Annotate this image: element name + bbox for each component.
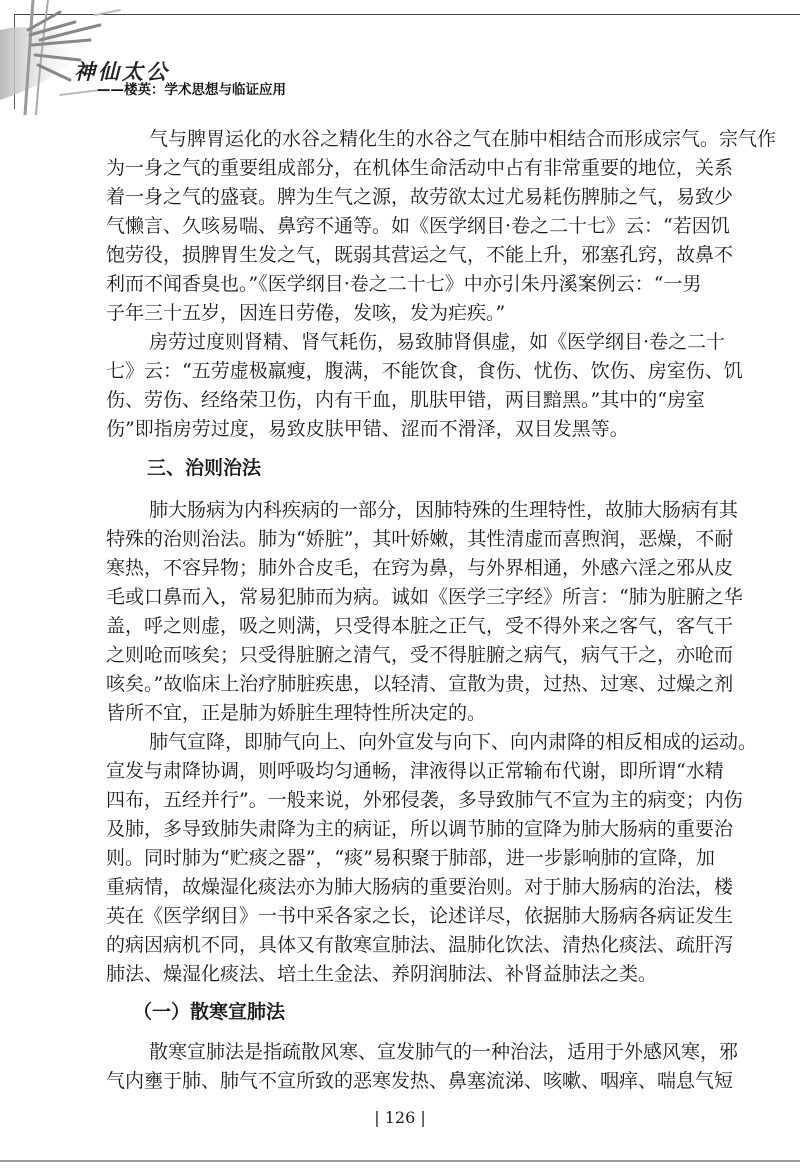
section-heading: 三、治则治法 bbox=[147, 457, 262, 479]
paragraph-line: 着一身之气的盛衰。脾为生气之源，故劳欲太过尤易耗伤脾肺之气，易致少 bbox=[106, 186, 734, 208]
paragraph-line: 饱劳役，损脾胃生发之气，既弱其营运之气，不能上升，邪塞孔窍，故鼻不 bbox=[106, 244, 734, 266]
paragraph-line: 寒热，不容异物；肺外合皮毛，在窍为鼻，与外界相通，外感六淫之邪从皮 bbox=[106, 557, 734, 579]
paragraph-line: 伤、劳伤、经络荣卫伤，内有干血，肌肤甲错，两目黯黑。”其中的“房室 bbox=[106, 389, 705, 411]
paragraph-line: 及肺，多导致肺失肃降为主的病证，所以调节肺的宣降为肺大肠病的重要治 bbox=[106, 818, 734, 840]
paragraph-line: 之则呛而咳矣；只受得脏腑之清气，受不得脏腑之病气，病气干之，亦呛而 bbox=[106, 644, 734, 666]
paragraph-line: 盖，呼之则虚，吸之则满，只受得本脏之正气，受不得外来之客气，客气干 bbox=[106, 615, 734, 637]
paragraph-line: 重病情，故燥湿化痰法亦为肺大肠病的重要治则。对于肺大肠病的治法，楼 bbox=[106, 876, 734, 898]
paragraph-line: 肺气宣降，即肺气向上、向外宣发与向下、向内肃降的相反相成的运动。 bbox=[149, 731, 758, 753]
page-number: | 126 | bbox=[374, 1108, 426, 1127]
paragraph-line: 咳矣。”故临床上治疗肺脏疾患，以轻清、宣散为贵，过热、过寒、过燥之剂 bbox=[106, 673, 734, 695]
subsection-heading: （一）散寒宣肺法 bbox=[133, 1001, 286, 1023]
paragraph-line: 特殊的治则治法。肺为“娇脏”，其叶娇嫩，其性清虚而喜煦润，恶燥，不耐 bbox=[106, 528, 734, 550]
paragraph-line: 肺大肠病为内科疾病的一部分，因肺特殊的生理特性，故肺大肠病有其 bbox=[149, 499, 739, 521]
paragraph-line: 房劳过度则肾精、肾气耗伤，易致肺肾俱虚，如《医学纲目·卷之二十 bbox=[149, 331, 726, 353]
paragraph-line: 伤”即指房劳过度，易致皮肤甲错、涩而不滑泽，双目发黑等。 bbox=[106, 418, 629, 440]
paragraph-line: 肺法、燥湿化痰法、培土生金法、养阴润肺法、补肾益肺法之类。 bbox=[106, 963, 658, 985]
paragraph-line: 七》云：“五劳虚极羸瘦，腹满，不能饮食，食伤、忧伤、饮伤、房室伤、饥 bbox=[106, 360, 743, 382]
paragraph-line: 英在《医学纲目》一书中采各家之长，论述详尽，依据肺大肠病各病证发生 bbox=[106, 905, 734, 927]
paragraph-line: 四布，五经并行”。一般来说，外邪侵袭，多导致肺气不宣为主的病变；内伤 bbox=[106, 789, 743, 811]
paragraph-line: 则。同时肺为“贮痰之器”，“痰”易积聚于肺部，进一步影响肺的宣降，加 bbox=[106, 847, 715, 869]
paragraph-line: 气懒言、久咳易喘、鼻窍不通等。如《医学纲目·卷之二十七》云：“若因饥 bbox=[106, 215, 730, 237]
paragraph-line: 子年三十五岁，因连日劳倦，发咳，发为疟疾。” bbox=[106, 302, 506, 324]
paragraph-line: 气内壅于肺、肺气不宣所致的恶寒发热、鼻塞流涕、咳嗽、咽痒、喘息气短 bbox=[106, 1070, 734, 1092]
paragraph-line: 的病因病机不同，具体又有散寒宣肺法、温肺化饮法、清热化痰法、疏肝泻 bbox=[106, 934, 734, 956]
paragraph-line: 宣发与肃降协调，则呼吸均匀通畅，津液得以正常输布代谢，即所谓“水精 bbox=[106, 760, 724, 782]
paragraph-line: 散寒宣肺法是指疏散风寒、宣发肺气的一种治法，适用于外感风寒，邪 bbox=[149, 1041, 739, 1063]
paragraph-line: 为一身之气的重要组成部分，在机体生命活动中占有非常重要的地位，关系 bbox=[106, 157, 734, 179]
book-title: 神仙太公 bbox=[74, 59, 170, 84]
paragraph-line: 气与脾胃运化的水谷之精化生的水谷之气在肺中相结合而形成宗气。宗气作 bbox=[149, 128, 777, 150]
footer-rule bbox=[0, 1160, 800, 1162]
paragraph-line: 皆所不宜，正是肺为娇脏生理特性所决定的。 bbox=[106, 702, 487, 724]
paragraph-line: 毛或口鼻而入，常易犯肺而为病。诚如《医学三字经》所言：“肺为脏腑之华 bbox=[106, 586, 743, 608]
paragraph-line: 利而不闻香臭也。”《医学纲目·卷之二十七》中亦引朱丹溪案例云：“一男 bbox=[106, 273, 702, 295]
book-subtitle: ——楼英：学术思想与临证应用 bbox=[97, 82, 286, 98]
